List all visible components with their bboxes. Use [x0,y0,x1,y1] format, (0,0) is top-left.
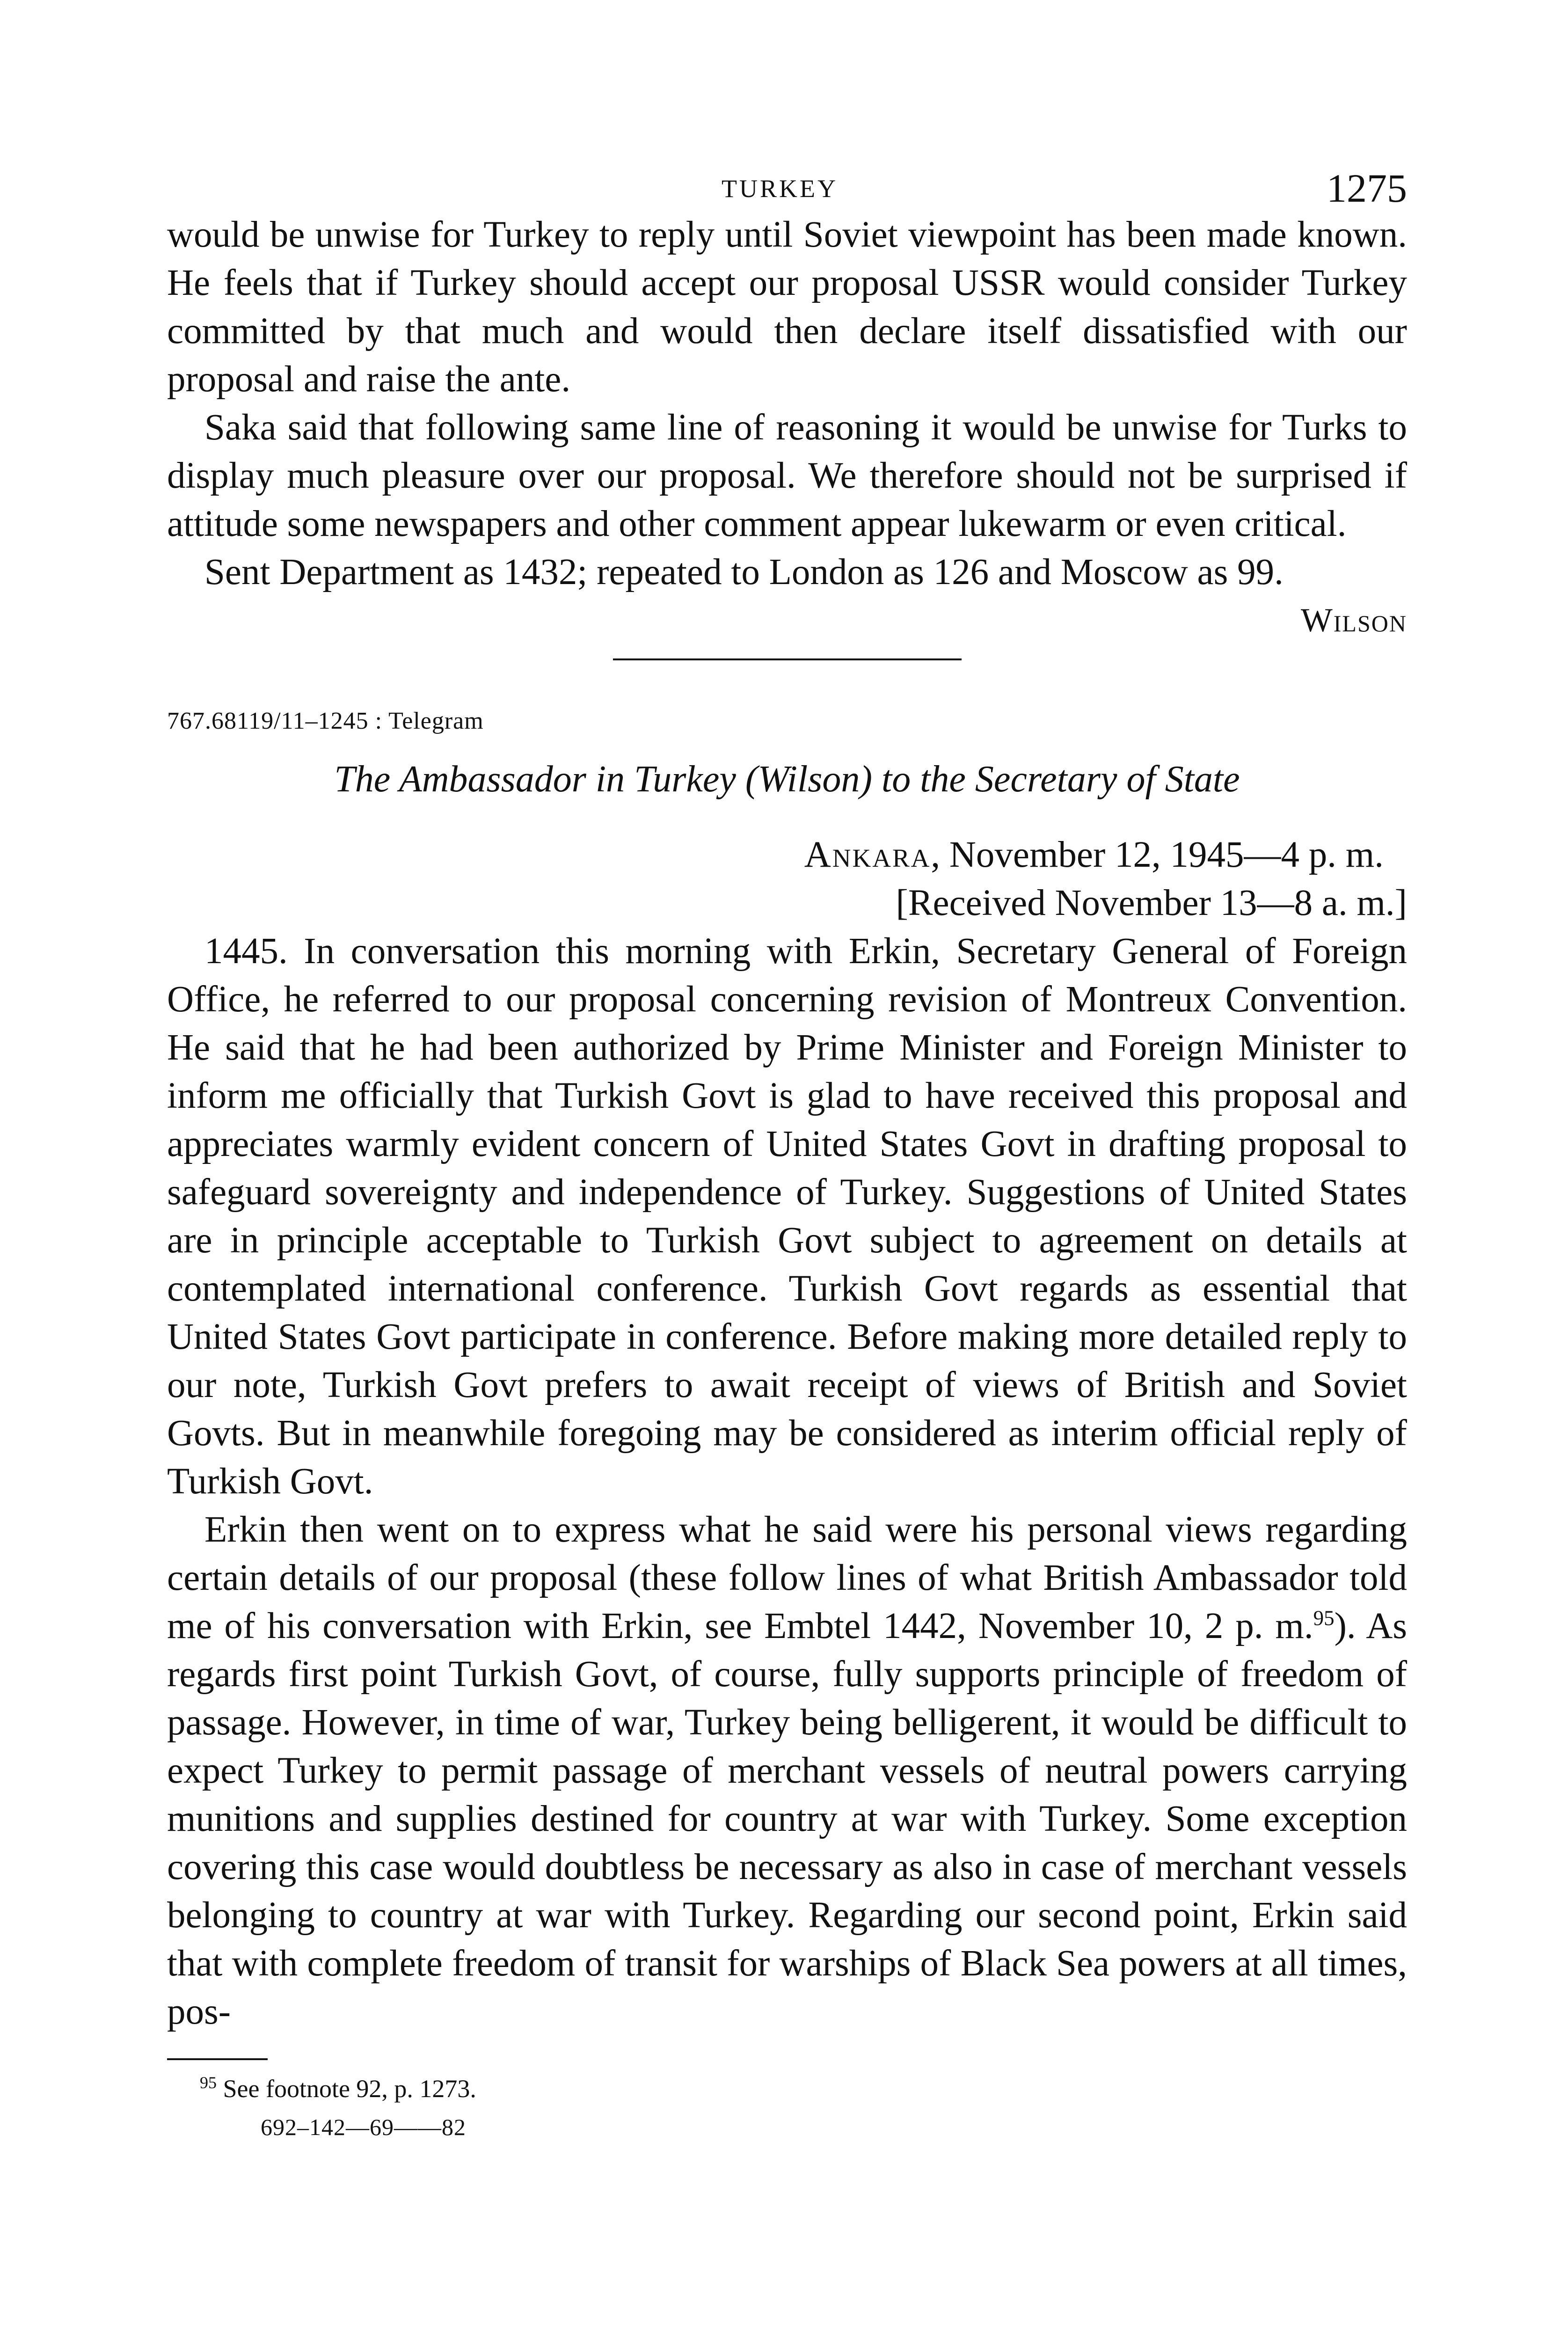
footnote-text: See footnote 92, p. 1273. [217,2075,476,2103]
section-divider [613,658,962,660]
paragraph-2-text-a: Erkin then went on to express what he said were his personal views regarding certain details of our proposal (these follow lines of what British Ambassador told me of his conversation with Erkin, see Embtel 1442, November 10, 2 p. m. [167,1509,1407,1646]
page-header [167,140,1407,211]
dateline [167,831,1407,879]
dateline-date: , November 12, 1945—4 p. m. [931,834,1384,875]
footnote-rule [167,2058,268,2060]
document-page [167,140,1407,2141]
page-number: 1275 [1327,166,1407,211]
footnote-marker: 95 [200,2073,217,2092]
footnote-reference: 95 [1313,1606,1335,1630]
continued-paragraph-1: would be unwise for Turkey to reply until Soviet viewpoint has been made known. He feels that if Turkey should accept our proposal USSR would consider Turkey committed by that much and would then declare itself dissatisfied with our proposal and raise the ante. [167,214,1407,400]
footnote [167,2074,1407,2103]
running-head: TURKEY [722,175,838,203]
continued-paragraph-2: Saka said that following same line of reasoning it would be unwise for Turks to display much pleasure over our proposal. We therefore should not be surprised if attitude some newspapers and other comment appear lukewarm or even critical. [167,407,1407,544]
continued-paragraph-3: Sent Department as 1432; repeated to London as 126 and Moscow as 99. [204,552,1284,592]
print-code: 692–142—69——82 [261,2114,466,2140]
telegram-paragraph-2 [167,1506,1407,2036]
paragraph-2-text-b: ). As regards first point Turkish Govt, of course, fully supports principle of freedom of passage. However, in time of war, Turkey being belligerent, it would be difficult to expect Turkey to permit passage of merchant vessels of neutral powers carrying munitions and supplies destined for country at war with Turkey. Some exception covering this case would doubtless be necessary as also in case of merchant vessels belonging to country at war with Turkey. Regarding our second point, Erkin said that with complete freedom of transit for warships of Black Sea powers at all times, pos- [167,1606,1407,2032]
received-line: [Received November 13—8 a. m.] [896,883,1407,923]
telegram-paragraph-1: 1445. In conversation this morning with Erkin, Secretary General of Foreign Office, he referred to our proposal concerning revision of Montreux Convention. He said that he had been authorized by Prime Minister and Foreign Minister to inform me officially that Turkish Govt is glad to have received this proposal and appreciates warmly evident concern of United States Govt in drafting proposal to safeguard sovereignty and independence of Turkey. Suggestions of United States are in principle acceptable to Turkish Govt subject to agreement on details at contemplated international conference. Turkish Govt regards as essential that United States Govt participate in conference. Before making more detailed reply to our note, Turkish Govt prefers to await receipt of views of British and Soviet Govts. But in meanwhile foregoing may be considered as interim official reply of Turkish Govt. [167,931,1407,1502]
document-title: The Ambassador in Turkey (Wilson) to the Secretary of State [334,759,1240,800]
dateline-place: Ankara [804,834,931,875]
file-reference: 767.68119/11–1245 : Telegram [167,708,484,734]
signature: Wilson [1300,601,1407,639]
